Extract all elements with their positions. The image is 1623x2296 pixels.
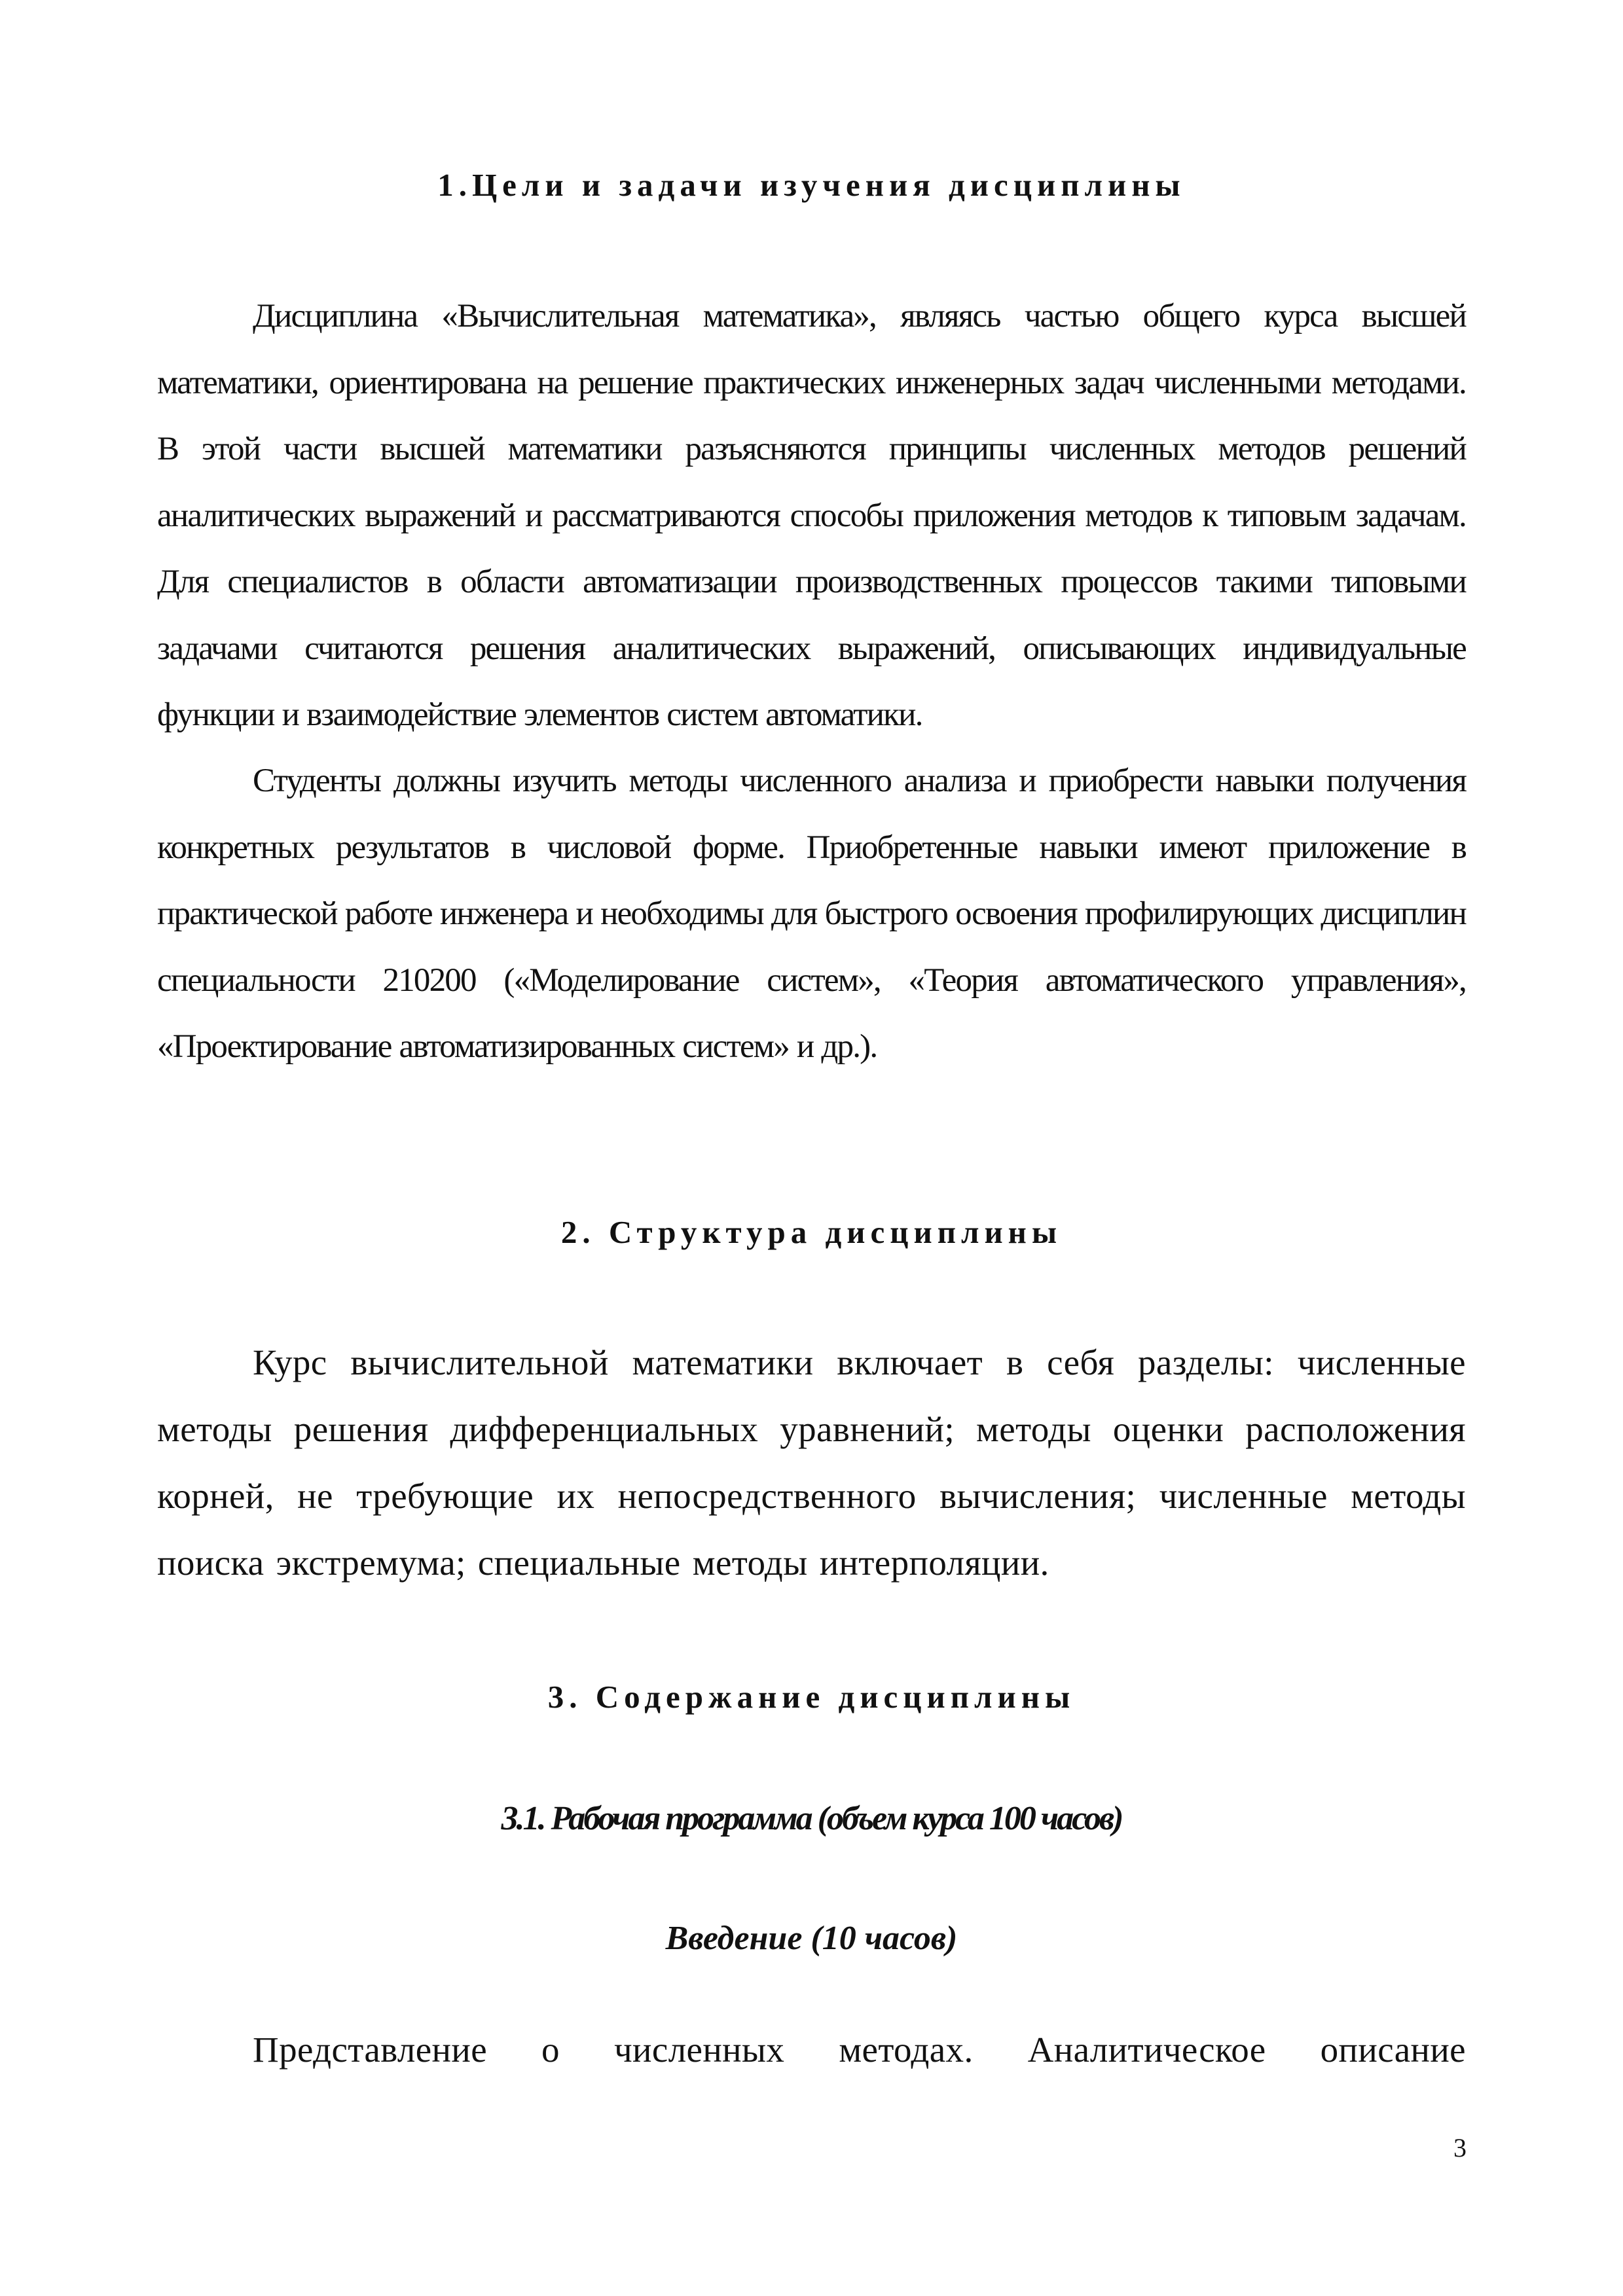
- introduction-heading: Введение (10 часов): [665, 1920, 958, 1957]
- section-2-paragraph: [157, 1329, 1466, 1596]
- section-1-paragraph-1-text: Дисциплина «Вычислительная математика», являясь частью общего курса высшей математики, ориентирована на решение практических инженерных задач численными методами. В этой части высшей математики разъясняются принципы численных методов решений аналитических выражений и рассматриваются способы приложения методов к типовым задачам. Для специалистов в области автоматизации производственных процессов такими типовыми задачами считаются решения аналитических выражений, описывающих индивидуальные функции и взаимодействие элементов систем автоматики.: [157, 298, 1466, 733]
- section-1-paragraph-2: [157, 748, 1466, 1081]
- introduction-paragraph: [157, 2017, 1466, 2083]
- section-2-paragraph-text: Курс вычислительной математики включает в себя разделы: численные методы решения дифференциальных уравнений; методы оценки расположения корней, не требующие их непосредственного вычисления; численные методы поиска экстремума; специальные методы интерполяции.: [157, 1342, 1466, 1583]
- section-1-paragraph-1: [157, 283, 1466, 749]
- section-2-heading: 2. Структура дисциплины: [560, 1214, 1063, 1250]
- section-3-heading: 3. Содержание дисциплины: [547, 1679, 1076, 1715]
- section-1-paragraph-2-text: Студенты должны изучить методы численного анализа и приобрести навыки получения конкретных результатов в числовой форме. Приобретенные навыки имеют приложение в практической работе инженера и необходимы для быстрого освоения профилирующих дисциплин специальности 210200 («Моделирование систем», «Теория автоматического управления», «Проектирование автоматизированных систем» и др.).: [157, 762, 1466, 1065]
- page-number: 3: [1453, 2133, 1467, 2162]
- subsection-3-1-heading: 3.1. Рабочая программа (объем курса 100 часов): [501, 1800, 1122, 1837]
- introduction-paragraph-text: Представление о численных методах. Аналитическое описание: [253, 2030, 1466, 2070]
- section-1-heading: 1.Цели и задачи изучения дисциплины: [437, 167, 1186, 203]
